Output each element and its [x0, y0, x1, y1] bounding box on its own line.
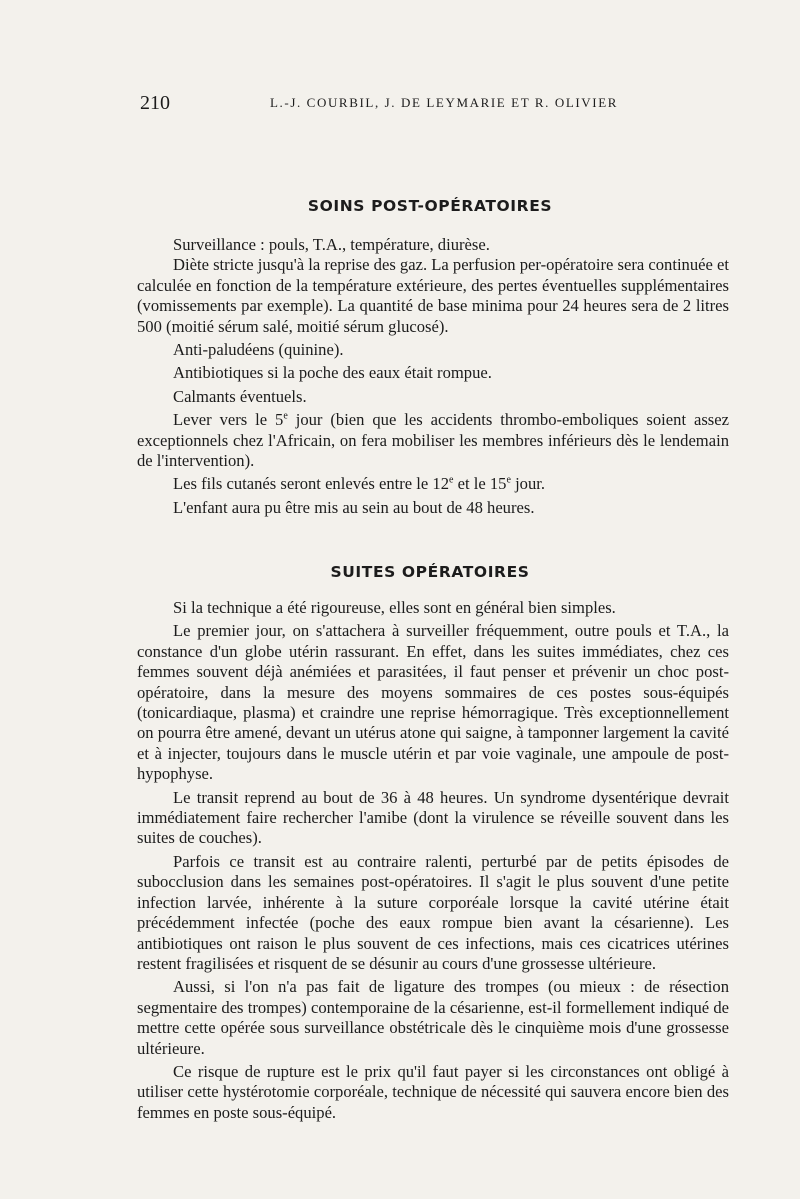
- section-heading-soins: SOINS POST-OPÉRATOIRES: [307, 197, 553, 215]
- section-heading-suites: SUITES OPÉRATOIRES: [330, 563, 530, 581]
- section-body-soins: [137, 235, 729, 518]
- paragraph: Si la technique a été rigoureuse, elles sont en général bien simples.: [173, 598, 616, 617]
- paragraph: Aussi, si l'on n'a pas fait de ligature des trompes (ou mieux : de résection segmentaire des trompes) contemporaine de la césarienne, est-il formellement indiqué de mettre cette opérée sous surveillance obstétricale dès le cinquième mois d'une grossesse ultérieure.: [137, 977, 729, 1058]
- section-body-suites: [137, 598, 729, 1123]
- running-head-authors: L.-J. COURBIL, J. DE LEYMARIE ET R. OLIVIER: [270, 95, 619, 110]
- paragraph: Diète stricte jusqu'à la reprise des gaz. La perfusion per-opératoire sera continuée et calculée en fonction de la température extérieure, des pertes éventuelles supplémentaires (vomissements par exemple). La quantité de base minima pour 24 heures sera de 2 litres 500 (moitié sérum salé, moitié sérum glucosé).: [137, 255, 729, 336]
- page-header: [140, 92, 740, 116]
- paragraph: Lever vers le 5e jour (bien que les accidents thrombo-emboliques soient assez exceptionnels chez l'Africain, on fera mobiliser les membres inférieurs dès le lendemain de l'intervention).: [137, 410, 729, 471]
- paragraph: L'enfant aura pu être mis au sein au bout de 48 heures.: [173, 497, 535, 517]
- paragraph: Le transit reprend au bout de 36 à 48 heures. Un syndrome dysentérique devrait immédiatement faire rechercher l'amibe (dont la virulence se réveille souvent dans les suites de couches).: [137, 787, 729, 848]
- paragraph: Antibiotiques si la poche des eaux était rompue.: [173, 363, 492, 383]
- paragraph: Parfois ce transit est au contraire ralenti, perturbé par de petits épisodes de subocclusion dans les semaines post-opératoires. Il s'agit le plus souvent d'une petite infection larvée, inhérente à la suture corporéale lorsque la cavité utérine était précédemment infectée (poche des eaux rompue bien avant la césarienne). Les antibiotiques ont raison le plus souvent de ces infections, mais ces cicatrices utérines restent fragilisées et risquent de se désunir au cours d'une grossesse ultérieure.: [137, 851, 729, 973]
- paragraph: Calmants éventuels.: [173, 386, 307, 406]
- paragraph: Les fils cutanés seront enlevés entre le 12e et le 15e jour.: [173, 474, 546, 494]
- paragraph: Surveillance : pouls, T.A., température, diurèse.: [173, 235, 490, 254]
- paragraph: Anti-paludéens (quinine).: [173, 340, 344, 360]
- page-number: 210: [140, 92, 170, 114]
- paragraph: Le premier jour, on s'attachera à surveiller fréquemment, outre pouls et T.A., la constance d'un globe utérin rassurant. En effet, dans les suites immédiates, chez ces femmes souvent déjà anémiées et parasitées, il faut penser et prévenir un choc post-opératoire, dans la mesure des moyens sommaires de ces postes sous-équipés (tonicardiaque, plasma) et craindre une reprise hémorragique. Très exceptionnellement on pourra être amené, devant un utérus atone qui saigne, à tamponner largement la cavité et à injecter, toujours dans le muscle utérin et par voie vaginale, une ampoule de post-hypophyse.: [137, 621, 729, 784]
- paragraph: Ce risque de rupture est le prix qu'il faut payer si les circonstances ont obligé à utiliser cette hystérotomie corporéale, technique de nécessité qui sauvera encore bien des femmes en poste sous-équipé.: [137, 1061, 729, 1122]
